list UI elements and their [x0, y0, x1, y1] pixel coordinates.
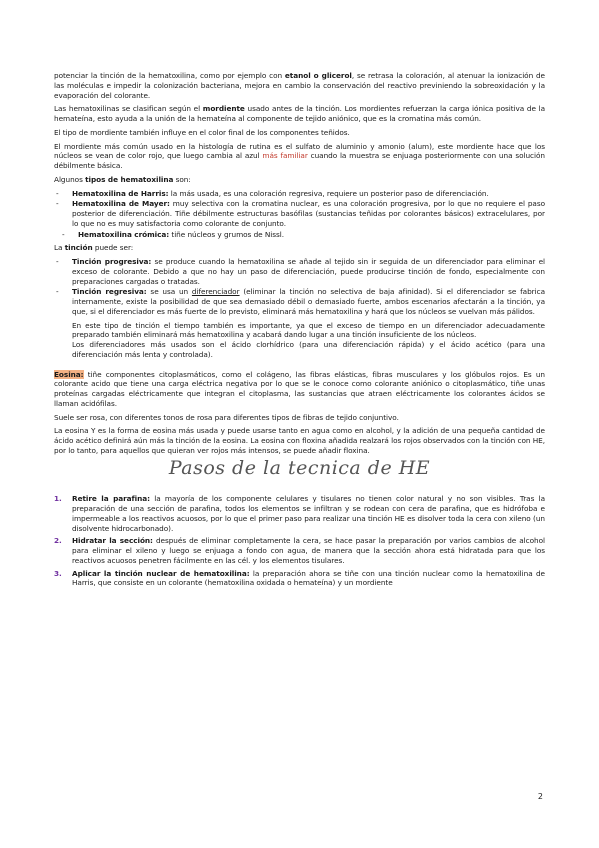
dash-marker: -: [56, 188, 59, 198]
pasos-he-list: [54, 494, 545, 588]
list-item: - Hematoxilina de Mayer: muy selectiva con la cromatina nuclear, es una coloración progresiva, por lo que no requiere el paso posterior de diferenciación. Tiñe débilmente estructuras basófilas (sustancias teñidas por colorantes básicos) extracelulares, por lo que no es muy satisfactoria como colorante de conjunto.: [56, 199, 545, 228]
paragraph-tiempo: En este tipo de tinción el tiempo también es importante, ya que el exceso de tiempo en un diferenciador adecuadamente preparado también eliminará más hematoxilina y acabará dando lugar a una tinción insuficiente de los núcleos.: [72, 320, 545, 340]
step-number: 1.: [54, 494, 62, 504]
list-item: - Hematoxilina crómica: tiñe núcleos y grumos de Nissl.: [62, 229, 284, 239]
list-item: - Tinción regresiva: se usa un diferenciador (eliminar la tinción no selectiva de baja afinidad). Si el diferenciador se fabrica internamente, existe la posibilidad de que sea demasiado débil o demasiado fuerte, ambos escenarios afectarán a la tinción, ya que, si el diferenciador es más fuerte de lo previsto, eliminará más hematoxilina y hará que los núcleos se vuelvan más pálidos.: [56, 287, 545, 316]
dash-marker: -: [56, 199, 59, 209]
tipos-intro: Algunos tipos de hematoxilina son:: [54, 174, 191, 184]
list-item: - Tinción progresiva: se produce cuando la hematoxilina se añade al tejido sin ir seguida de un diferenciador para eliminar el exceso de colorante. Debido a que no hay un paso de diferenciación, puede producirse tinción de fondo, especialmente con preparaciones cargadas o tratadas.: [56, 257, 545, 286]
step-item: 2. Hidratar la sección: después de eliminar completamente la cera, se hace pasar la preparación por varios cambios de alcohol para eliminar el xileno y luego se enjuaga a fondo con agua, de manera que la sección ahora está hidratada para que los reactivos acuosos penetren fácilmente en las cél. y los elementos tisulares.: [54, 536, 545, 565]
paragraph-eosina-y: La eosina Y es la forma de eosina más usada y puede usarse tanto en agua como en alcohol, y la adición de una pequeña cantidad de ácido acético definirá aún más la tinción de la eosina. La eosina con floxina añadida realzará los rojos observados con la tinción con HE, por lo tanto, para aquellos que quieran ver rojos más intensos, se puede añadir floxina.: [54, 426, 545, 455]
paragraph-rosa: Suele ser rosa, con diferentes tonos de rosa para diferentes tipos de fibras de tejido conjuntivo.: [54, 412, 399, 422]
dash-marker: -: [56, 287, 59, 297]
term-mordiente: mordiente: [202, 104, 245, 114]
highlighted-term-eosina: Eosina:: [54, 369, 84, 379]
red-text: más familiar: [262, 151, 308, 161]
term-diferenciador: diferenciador: [191, 287, 240, 297]
paragraph-color-final: El tipo de mordiente también influye en el color final de los componentes teñidos.: [54, 127, 350, 137]
paragraph-eosina: Eosina: tiñe componentes citoplasmáticos, como el colágeno, las fibras elásticas, fibras musculares y los glóbulos rojos. Es un colorante acido que tiene una carga eléctrica negativa por lo que se le conoce como colorante aniónico o citoplasmático, tiñe unas proteínas cargadas eléctricamente que integran el citoplasma, las sustancias que atraen eléctricamente los colorantes ácidos se llaman acidófilas.: [54, 369, 545, 408]
tincion-intro: La tinción puede ser:: [54, 243, 134, 253]
paragraph-diferenciadores: Los diferenciadores más usados son el ácido clorhídrico (para una diferenciación rápida) y el ácido acético (para una diferenciación más lenta y controlada).: [72, 340, 545, 359]
step-item: 3. Aplicar la tinción nuclear de hematoxilina: la preparación ahora se tiñe con una tinción nuclear como la hematoxilina de Harris, que consiste en un colorante (hematoxilina oxidada o hemateína) y un mordiente: [54, 568, 546, 588]
tipos-tincion-list: [54, 257, 545, 317]
list-item: - Hematoxilina de Harris: la más usada, es una coloración regresiva, requiere un posterior paso de diferenciación.: [56, 188, 489, 198]
tipos-hematoxilina-list: [54, 189, 545, 240]
paragraph-alum: El mordiente más común usado en la histología de rutina es el sulfato de aluminio y amonio (alum), este mordiente hace que los núcleos se vean de color rojo, que luego cambia al azul más familiar cuando la muestra se enjuaga posteriormente con una solución débilmente básica.: [54, 141, 545, 170]
section-title: Pasos de la tecnica de HE: [168, 456, 431, 479]
page-number: 2: [537, 792, 543, 801]
step-number: 3.: [54, 568, 62, 578]
paragraph-mordiente: Las hematoxilinas se clasifican según el mordiente usado antes de la tinción. Los mordientes refuerzan la carga iónica positiva de la hemateína, esto ayuda a la unión de la hemateína al componente de tejido aniónico, que es la cromatina más común.: [54, 104, 545, 123]
term-etanol-glicerol: etanol o glicerol: [284, 71, 352, 80]
page-content: [54, 71, 545, 591]
paragraph-estabilizantes: potenciar la tinción de la hematoxilina, como por ejemplo con etanol o glicerol, se retrasa la coloración, al atenuar la ionización de las moléculas e impedir la colonización bacteriana, mejora en cambio la conservación del reactivo previniendo la sobreoxidación y la evaporación del colorante.: [54, 71, 545, 100]
step-number: 2.: [54, 536, 62, 546]
dash-marker: -: [62, 229, 65, 239]
step-item: 1. Retire la parafina: la mayoría de los componente celulares y tisulares no tienen color natural y no son visibles. Tras la preparación de una sección de parafina, todos los elementos se infiltran y se rodean con cera de parafina, que es hidrófoba e impermeable a los reactivos acuosos, por lo que el primer paso para realizar una tinción HE es disolver toda la cera con xileno (un disolvente hidrocarbonado).: [54, 494, 545, 533]
dash-marker: -: [56, 257, 59, 266]
